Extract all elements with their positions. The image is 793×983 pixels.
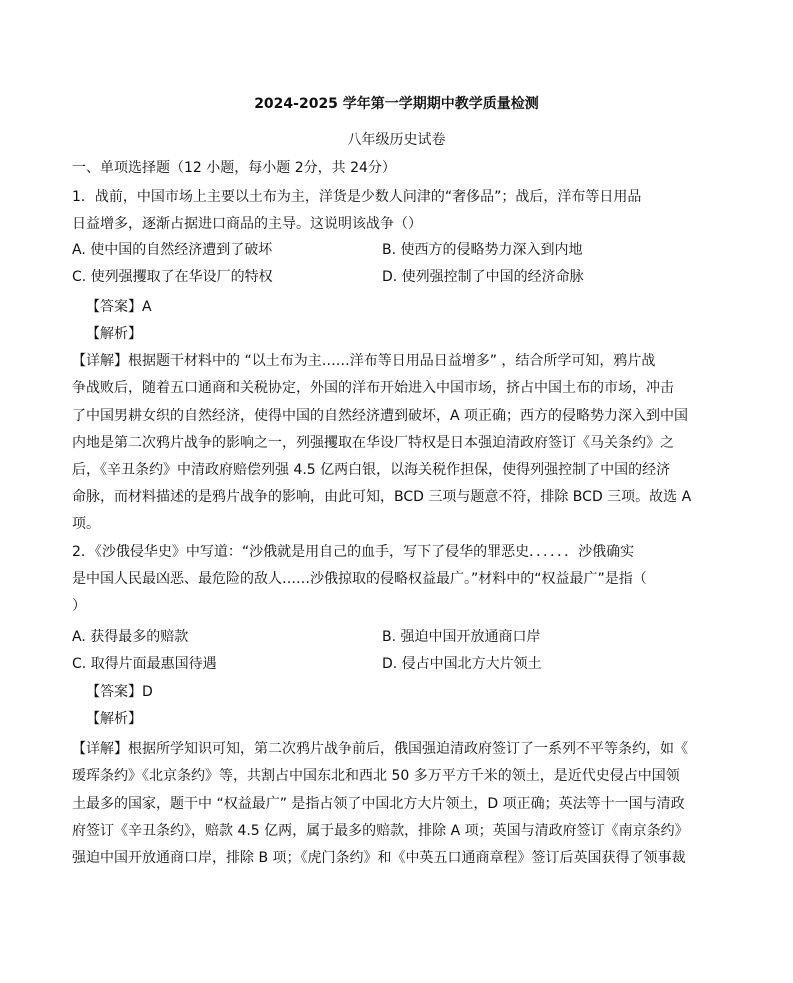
q2-detail-line: 土最多的国家，题干中 “权益最广” 是指占领了中国北方大片领土，D 项正确；英法等十一国与清政 (72, 796, 685, 812)
q1-detail-line: 项。 (72, 516, 100, 532)
q2-stem-line-2: 是中国人民最凶恶、最危险的敌人……沙俄掠取的侵略权益最广。”材料中的“权益最广”是指（ (72, 571, 647, 587)
q1-stem-line-1: 1．战前，中国市场上主要以土布为主，洋货是少数人问津的“奢侈品”；战后，洋布等日用品 (72, 189, 642, 205)
q2-option-b: B. 强迫中国开放通商口岸 (382, 629, 541, 645)
exam-title: 2024-2025 学年第一学期期中教学质量检测 (254, 96, 539, 112)
q1-option-b: B. 使西方的侵略势力深入到内地 (382, 242, 583, 258)
q2-answer: 【答案】D (86, 684, 153, 700)
q2-detail-line: 瑷珲条约》《北京条约》等，共割占中国东北和西北 50 多万平方千米的领土，是近代史侵占中国领 (72, 768, 680, 784)
q1-detail-line: 命脉，而材料描述的是鸦片战争的影响，由此可知，BCD 三项与题意不符，排除 BCD 三项。故选 A (72, 489, 692, 505)
q2-detail-line: 【详解】根据所学知识可知，第二次鸦片战争前后，俄国强迫清政府签订了一系列不平等条约，如《 (72, 741, 688, 757)
q2-stem-line-1: 2．《沙俄侵华史》中写道：“沙俄就是用自己的血手，写下了侵华的罪恶史．．．．．．沙俄确实 (72, 544, 635, 560)
q2-analysis-label: 【解析】 (86, 711, 142, 727)
q2-stem-line-3: ） (72, 598, 86, 614)
q1-detail-line: 争战败后，随着五口通商和关税协定，外国的洋布开始进入中国市场，挤占中国土布的市场，冲击 (72, 380, 674, 396)
q1-detail-line: 了中国男耕女织的自然经济，使得中国的自然经济遭到破坏，A 项正确；西方的侵略势力深入到中国 (72, 408, 689, 424)
section-heading: 一、单项选择题（12 小题，每小题 2分，共 24分） (72, 160, 396, 176)
q1-option-a: A. 使中国的自然经济遭到了破坏 (72, 242, 273, 258)
q1-option-d: D. 使列强控制了中国的经济命脉 (382, 269, 584, 285)
q1-detail-line: 【详解】根据题干材料中的 “以土布为主……洋布等日用品日益增多” ，结合所学可知，鸦片战 (72, 353, 656, 369)
q2-option-a: A. 获得最多的赔款 (72, 629, 189, 645)
q2-option-d: D. 侵占中国北方大片领土 (382, 656, 542, 672)
q2-detail-line: 强迫中国开放通商口岸，排除 B 项；《虎门条约》和《中英五口通商章程》签订后英国获得了领事裁 (72, 850, 686, 866)
exam-subtitle: 八年级历史试卷 (347, 132, 446, 148)
q1-detail-line: 内地是第二次鸦片战争的影响之一，列强攫取在华设厂特权是日本强迫清政府签订《马关条约》之 (72, 435, 674, 451)
q2-detail-line: 府签订《辛丑条约》，赔款 4.5 亿两，属于最多的赔款，排除 A 项；英国与清政府签订《南京条约》 (72, 823, 689, 839)
q1-detail-line: 后，《辛丑条约》中清政府赔偿列强 4.5 亿两白银，以海关税作担保，使得列强控制了中国的经济 (72, 462, 671, 478)
q1-answer: 【答案】A (86, 299, 152, 315)
q1-option-c: C. 使列强攫取了在华设厂的特权 (72, 269, 273, 285)
q1-stem-line-2: 日益增多，逐渐占据进口商品的主导。这说明该战争（） (72, 216, 422, 232)
q1-analysis-label: 【解析】 (86, 326, 142, 342)
q2-option-c: C. 取得片面最惠国待遇 (72, 656, 217, 672)
